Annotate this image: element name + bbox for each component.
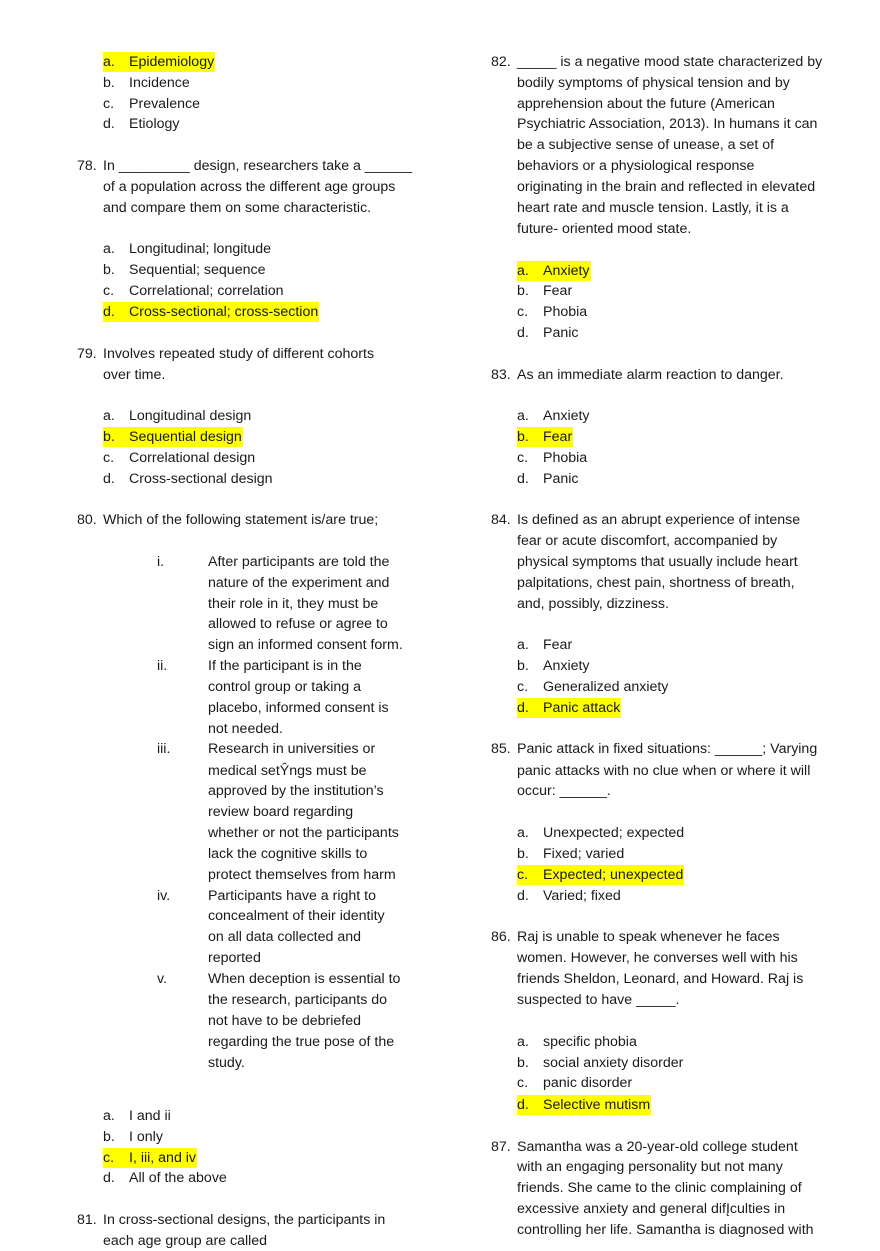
statement-line: When deception is essential to [208,971,401,987]
statement-line: not needed. [208,721,283,737]
q79-option-d: d. Cross-sectional design [103,471,273,487]
statement-numeral: v. [157,971,167,987]
question-text-line: As an immediate alarm reaction to danger. [517,367,784,383]
q77-option-a: a. Epidemiology [103,54,215,70]
question-text-line: suspected to have _____. [517,992,680,1008]
question-text-line: women. However, he converses well with his [517,950,798,966]
statement-line: Research in universities or [208,741,376,757]
question-text-line: over time. [103,367,166,383]
statement-line: review board regarding [208,804,354,820]
q82-option-d: d. Panic [517,325,579,341]
statement-line: allowed to refuse or agree to [208,616,388,632]
question-number: 87. [491,1139,511,1155]
question-number: 80. [77,512,97,528]
q77-option-c: c. Prevalence [103,96,200,112]
statement-line: on all data collected and [208,929,362,945]
statement-line: lack the cognitive skills to [208,846,368,862]
q85-option-d: d. Varied; fixed [517,888,621,904]
statement-line: their role in it, they must be [208,596,379,612]
statement-line: sign an informed consent form. [208,637,403,653]
q78-option-a: a. Longitudinal; longitude [103,241,271,257]
q85-option-a: a. Unexpected; expected [517,825,685,841]
question-number: 79. [77,346,97,362]
question-text-line: originating in the brain and reflected in elevated [517,179,816,195]
q86-option-b: b. social anxiety disorder [517,1055,684,1071]
question-number: 83. [491,367,511,383]
question-text-line: panic attacks with no clue when or where it will [517,763,811,779]
question-text-line: friends. She came to the clinic complaining of [517,1180,802,1196]
q78-option-b: b. Sequential; sequence [103,262,266,278]
statement-numeral: iii. [157,741,171,757]
question-text-line: of a population across the different age groups [103,179,396,195]
question-text-line: In cross-sectional designs, the participants in [103,1212,386,1228]
question-text-line: fear or acute discomfort, accompanied by [517,533,778,549]
q82-option-a: a. Anxiety [517,263,590,279]
question-number: 78. [77,158,97,174]
q77-option-d: d. Etiology [103,116,180,132]
statement-line: concealment of their identity [208,908,385,924]
question-text-line: Samantha was a 20-year-old college student [517,1139,798,1155]
question-text-line: and, possibly, dizziness. [517,596,669,612]
q84-option-b: b. Anxiety [517,658,590,674]
statement-numeral: ii. [157,658,168,674]
q80-option-c: c. I, iii, and iv [103,1150,197,1166]
question-number: 81. [77,1212,97,1228]
question-number: 86. [491,929,511,945]
statement-line: If the participant is in the [208,658,362,674]
statement-line: regarding the true pose of the [208,1034,395,1050]
question-text-line: excessive anxiety and general difĮculties in [517,1201,786,1217]
question-text-line: Psychiatric Association, 2013). In humans it can [517,116,818,132]
question-text-line: with an engaging personality but not many [517,1159,783,1175]
q84-option-a: a. Fear [517,637,573,653]
statement-line: medical setŶngs must be [208,763,367,779]
q79-option-b: b. Sequential design [103,429,242,445]
statement-line: Participants have a right to [208,888,376,904]
q79-option-a: a. Longitudinal design [103,408,252,424]
q83-option-b: b. Fear [517,429,573,445]
statement-numeral: iv. [157,888,171,904]
question-text-line: Is defined as an abrupt experience of intense [517,512,801,528]
question-text-line: occur: ______. [517,783,611,799]
question-number: 82. [491,54,511,70]
q80-option-d: d. All of the above [103,1170,227,1186]
q80-option-a: a. I and ii [103,1108,171,1124]
statement-line: reported [208,950,261,966]
question-number: 84. [491,512,511,528]
q85-option-b: b. Fixed; varied [517,846,625,862]
statement-line: the research, participants do [208,992,388,1008]
question-text-line: future- oriented mood state. [517,221,692,237]
question-text-line: controlling her life. Samantha is diagnosed with [517,1222,814,1238]
q82-option-c: c. Phobia [517,304,588,320]
q86-option-a: a. specific phobia [517,1034,637,1050]
question-number: 85. [491,741,511,757]
q83-option-d: d. Panic [517,471,579,487]
q85-option-c: c. Expected; unexpected [517,867,684,883]
statement-line: protect themselves from harm [208,867,396,883]
q86-option-c: c. panic disorder [517,1075,633,1091]
q84-option-c: c. Generalized anxiety [517,679,669,695]
q77-option-b: b. Incidence [103,75,190,91]
statement-line: study. [208,1055,245,1071]
statement-line: whether or not the participants [208,825,399,841]
statement-line: approved by the institution’s [208,783,384,799]
question-text-line: behaviors or a physiological response [517,158,755,174]
question-text-line: be a subjective sense of unease, a set of [517,137,775,153]
question-text-line: Raj is unable to speak whenever he faces [517,929,780,945]
question-text-line: Panic attack in fixed situations: ______; Varying [517,741,818,757]
statement-line: nature of the experiment and [208,575,390,591]
question-text-line: each age group are called [103,1233,268,1249]
q80-option-b: b. I only [103,1129,163,1145]
question-text-line: _____ is a negative mood state characterized by [517,54,823,70]
q86-option-d: d. Selective mutism [517,1097,651,1113]
question-text-line: apprehension about the future (American [517,96,775,112]
statement-line: placebo, informed consent is [208,700,389,716]
question-text-line: physical symptoms that usually include heart [517,554,798,570]
q84-option-d: d. Panic attack [517,700,621,716]
q78-option-d: d. Cross-sectional; cross-section [103,304,319,320]
question-text-line: and compare them on some characteristic. [103,200,372,216]
q78-option-c: c. Correlational; correlation [103,283,284,299]
question-text-line: bodily symptoms of physical tension and by [517,75,790,91]
q83-option-a: a. Anxiety [517,408,590,424]
statement-line: control group or taking a [208,679,362,695]
question-text-line: palpitations, chest pain, shortness of breath, [517,575,795,591]
question-text-line: In _________ design, researchers take a ______ [103,158,413,174]
question-text-line: Which of the following statement is/are true; [103,512,379,528]
statement-numeral: i. [157,554,165,570]
question-text-line: heart rate and muscle tension. Lastly, it is a [517,200,789,216]
question-text-line: Involves repeated study of different cohorts [103,346,375,362]
q82-option-b: b. Fear [517,283,573,299]
q79-option-c: c. Correlational design [103,450,256,466]
statement-line: not have to be debriefed [208,1013,362,1029]
question-text-line: friends Sheldon, Leonard, and Howard. Raj is [517,971,804,987]
q83-option-c: c. Phobia [517,450,588,466]
statement-line: After participants are told the [208,554,390,570]
